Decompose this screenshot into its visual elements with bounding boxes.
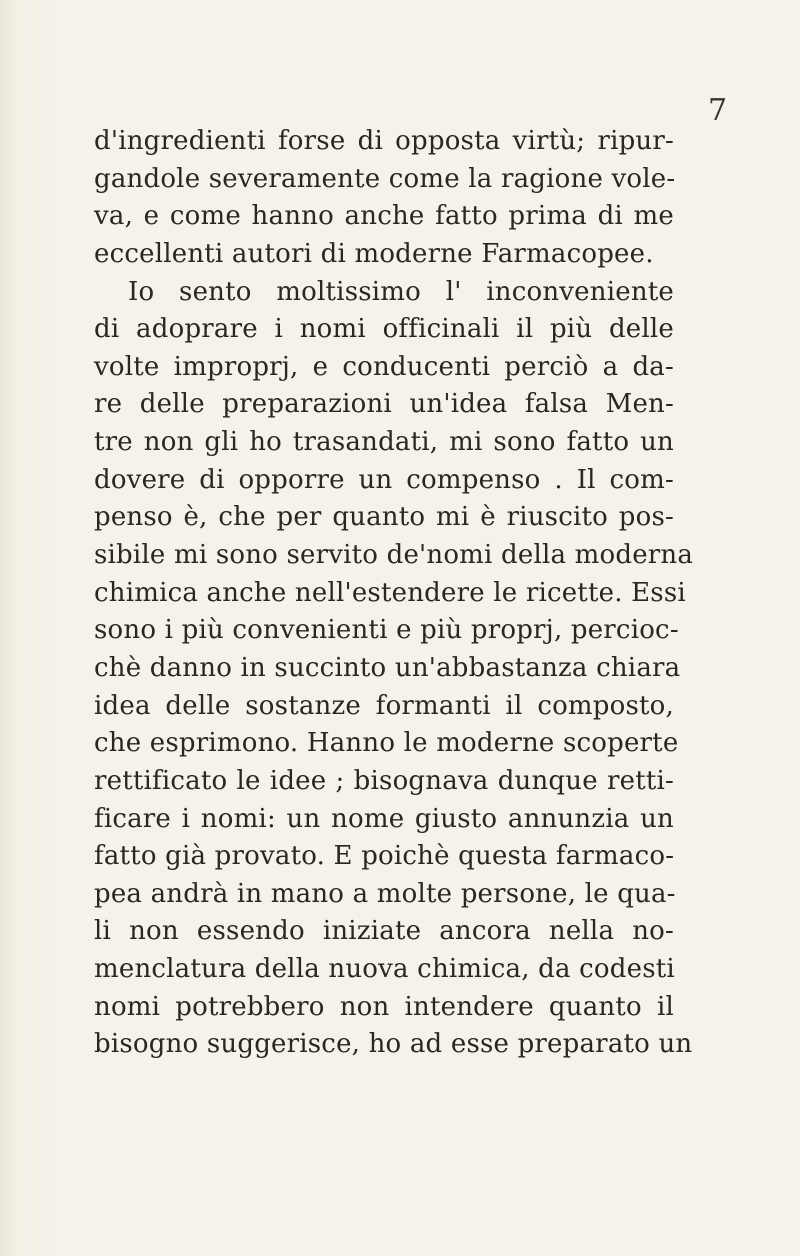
text-line: gandole severamente come la ragione vole- bbox=[94, 163, 676, 194]
text-line: Io sento moltissimo l' inconveniente bbox=[128, 276, 674, 307]
text-line: ficare i nomi: un nome giusto annunzia un bbox=[94, 803, 674, 834]
page-number: 7 bbox=[708, 93, 728, 128]
text-line: fatto già provato. E poichè questa farmaco- bbox=[94, 841, 675, 872]
text-line: chè danno in succinto un'abbastanza chiara bbox=[94, 652, 681, 683]
text-line: che esprimono. Hanno le moderne scoperte bbox=[94, 728, 679, 759]
text-line: dovere di opporre un compenso . Il com- bbox=[94, 464, 674, 495]
text-line: idea delle sostanze formanti il composto, bbox=[94, 690, 674, 721]
text-line: rettificato le idee ; bisognava dunque retti- bbox=[94, 765, 674, 796]
text-line: tre non gli ho trasandati, mi sono fatto un bbox=[94, 427, 674, 458]
text-line: menclatura della nuova chimica, da codesti bbox=[94, 954, 675, 985]
text-line: sono i più convenienti e più proprj, percioc- bbox=[94, 615, 679, 646]
text-line: eccellenti autori di moderne Farmacopee. bbox=[94, 238, 654, 269]
text-line: d'ingredienti forse di opposta virtù; ripur- bbox=[94, 126, 674, 156]
body-text bbox=[94, 123, 694, 1064]
text-line: volte improprj, e conducenti perciò a da- bbox=[94, 351, 674, 382]
text-line: chimica anche nell'estendere le ricette. Essi bbox=[94, 577, 686, 608]
text-line: penso è, che per quanto mi è riuscito pos- bbox=[94, 502, 674, 533]
text-line: re delle preparazioni un'idea falsa Men- bbox=[94, 389, 674, 420]
text-line: di adoprare i nomi officinali il più delle bbox=[94, 314, 674, 345]
text-line: bisogno suggerisce, ho ad esse preparato un bbox=[94, 1029, 693, 1060]
text-line: sibile mi sono servito de'nomi della moderna bbox=[94, 540, 694, 571]
text-line: nomi potrebbero non intendere quanto il bbox=[94, 991, 674, 1022]
text-line: pea andrà in mano a molte persone, le qua- bbox=[94, 878, 676, 909]
text-line: va, e come hanno anche fatto prima di me bbox=[94, 201, 674, 232]
text-line: li non essendo iniziate ancora nella no- bbox=[94, 916, 674, 947]
